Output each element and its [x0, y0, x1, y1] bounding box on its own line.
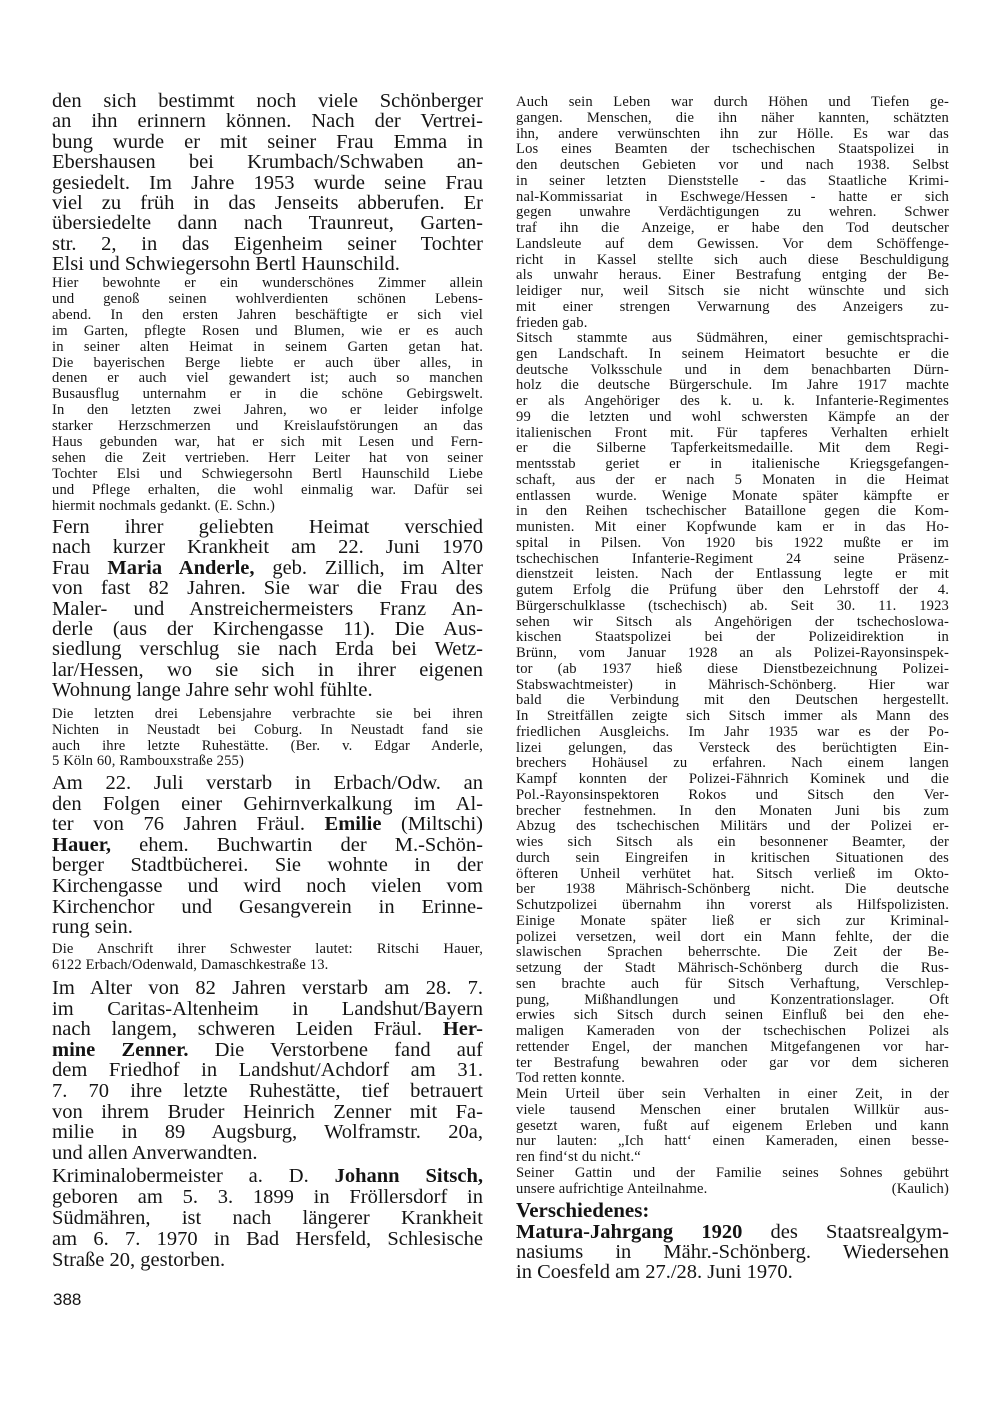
text-line: als unwahr heraus. Einer Bestrafung entging der Be- — [516, 267, 949, 284]
text-line: bung wurde er mit seiner Frau Emma in — [52, 130, 483, 153]
paragraph-obituary-leiter — [52, 91, 483, 275]
paragraph-obituary-zenner — [52, 978, 483, 1163]
text-line: hiermit nochmals gedankt. (E. Schn.) — [52, 497, 276, 514]
text-line: sen brachte auch für Sitsch Verhaftung, Verschlep- — [516, 975, 949, 992]
text-line — [52, 1040, 483, 1061]
text-line: ter Bestrafung bewahren oder gar vor dem sicheren — [516, 1054, 949, 1071]
text-line: Mein Urteil über sein Verhalten in einer Zeit, in der — [516, 1086, 949, 1102]
paragraph-sitsch-text-1 — [516, 95, 949, 331]
text-line: Kampf konnten der Polizei-Fähnrich Kominek und die — [516, 771, 949, 787]
text-line: Einige Monate später ließ er sich zur Kriminal- — [516, 912, 949, 929]
text-line: den deutschen Gebieten vor und nach 1938. Selbst — [516, 157, 949, 173]
text-line: lizei gelungen, das Versteck des berüchtigten Ein- — [516, 739, 949, 756]
text-segment: (Miltschi) — [381, 813, 483, 836]
text-line: ber 1938 Mährisch-Schönberg nicht. Die deutsche — [516, 881, 949, 898]
text-line: sehen die Zeit vertrieben. Herr Leiter hat von seiner — [52, 449, 483, 466]
text-line: derle (aus der Kirchengasse 11). Die Aus- — [52, 618, 483, 641]
text-line: In den letzten zwei Jahren, wo er leider infolge — [52, 402, 483, 419]
text-line: mit einer strengen Verwarnung des Anzeigers zu- — [516, 298, 949, 315]
paragraph-notice-matura — [516, 1222, 949, 1283]
text-line: erwies sich Sitsch durch seinen Einfluß bei den ehe- — [516, 1007, 949, 1024]
text-line: den Folgen einer Gehirnverkalkung im Al- — [52, 792, 483, 815]
text-line: Im Alter von 82 Jahren verstarb am 28. 7. — [52, 977, 483, 999]
text-line: In Streitfällen zeigte sich Sitsch immer als Mann des — [516, 708, 949, 724]
bold-name: Matura-Jahrgang 1920 — [516, 1221, 743, 1243]
text-line: öfteren Unheil verhütet hat. Sitsch verließ im Okto- — [516, 865, 949, 882]
text-line: Bürgerschulklasse (tschechisch) ab. Seit 30. 11. 1923 — [516, 597, 949, 614]
paragraph-note-leiter — [52, 276, 483, 515]
text-line: Los eines Beamten der tschechischen Staatspolizei in — [516, 141, 949, 158]
text-line: gesiedelt. Im Jahre 1953 wurde seine Frau — [52, 171, 483, 194]
text-line: deutsche Volksschule und in dem benachbarten Dürn- — [516, 361, 949, 378]
text-line: 5 Köln 60, Rambouxstraße 255) — [52, 753, 245, 770]
text-line: Ebershausen bei Krumbach/Schwaben an- — [52, 151, 483, 174]
text-line: munisten. Mit einer Kopfwunde kam er in das Ho- — [516, 519, 949, 535]
text-line: dem Friedhof in Landshut/Achdorf am 31. — [52, 1059, 483, 1082]
text-line: Busausflug unternahm er in die schöne Gebirgswelt. — [52, 386, 483, 403]
text-line: nasiums in Mähr.-Schönberg. Wiedersehen — [516, 1241, 949, 1264]
text-segment: des Staatsrealgym- — [742, 1221, 949, 1243]
text-line: Haus gebunden war, hat er sich mit Lesen und Fern- — [52, 434, 483, 451]
text-line: Landsleute auf dem Gewissen. Vor dem Schöffenge- — [516, 235, 949, 252]
text-line — [52, 1166, 483, 1187]
text-line: Wohnung lange Jahre sehr wohl fühlte. — [52, 679, 373, 702]
section-heading-verschiedenes: Verschiedenes: — [516, 1198, 650, 1222]
text-line: slawischen Sprachen beherrschte. Die Zeit der Be- — [516, 944, 949, 961]
text-line: Tochter Elsi und Schwiegersohn Bertl Haunschild Liebe — [52, 465, 483, 482]
text-line — [52, 835, 483, 856]
paragraph-note-hauer — [52, 941, 483, 973]
text-line: frieden gab. — [516, 314, 588, 331]
text-line: viele tausend Menschen einer brutalen Willkür aus- — [516, 1101, 949, 1118]
text-line: traf ihn die Anzeige, er habe den Tod deutscher — [516, 220, 949, 236]
paragraph-obituary-sitsch — [52, 1166, 483, 1271]
text-line: 6122 Erbach/Odenwald, Damaschkestraße 13. — [52, 957, 329, 973]
text-line: an ihn erinnern können. Nach der Vertrei- — [52, 110, 483, 133]
text-line: Die letzten drei Lebensjahre verbrachte sie bei ihren — [52, 706, 483, 722]
text-line: Auch sein Leben war durch Höhen und Tiefen ge- — [516, 94, 949, 110]
paragraph-sitsch-judgement — [516, 1087, 949, 1166]
text-line: gutem Erfolg die Prüfung über den Lehrstoff der 4. — [516, 582, 949, 598]
text-line: brecher festnehmen. In den Monaten Juni bis zum — [516, 802, 949, 819]
text-line: bald die Verbindung mit den Deutschen hergestellt. — [516, 692, 949, 709]
text-segment: geb. Zillich, im Alter — [254, 556, 483, 579]
text-line: mentsstab geriet er in italienische Kriegsgefangen- — [516, 456, 949, 472]
bold-name: Maria Anderle, — [107, 556, 255, 579]
text-line: Am 22. Juli verstarb in Erbach/Odw. an — [52, 772, 483, 794]
text-line: italienischen Front mit. Für tapferes Verhalten erhielt — [516, 424, 949, 441]
text-line: Maler- und Anstreichermeisters Franz An- — [52, 597, 483, 620]
text-line — [52, 814, 483, 835]
text-line: setzung der Stadt Mährisch-Schönberg durch die Rus- — [516, 960, 949, 976]
text-line: den sich bestimmt noch viele Schönberger — [52, 90, 483, 112]
text-line: in Coesfeld am 27./28. Juni 1970. — [516, 1261, 793, 1284]
text-line: gen Landschaft. In seinem Heimatort besuchte er die — [516, 345, 949, 362]
text-line: Brünn, vom Januar 1928 an als Polizei-Rayonsinspek- — [516, 645, 949, 661]
text-line: tschechischen Infanterie-Regiment 24 seine Präsenz- — [516, 550, 949, 567]
text-line: im Caritas-Altenheim in Landshut/Bayern — [52, 997, 483, 1020]
paragraph-note-anderle — [52, 707, 483, 770]
bold-name: Johann Sitsch, — [334, 1165, 483, 1187]
text-line: übersiedelte dann nach Traunreut, Garten- — [52, 212, 483, 235]
text-segment: Frau — [52, 556, 108, 579]
text-line: leidiger nur, weil Sitsch sie nicht wünschte und sich — [516, 283, 949, 299]
text-line: sehen wir Sitsch als Angehörigen der tschechoslowa- — [516, 613, 949, 630]
text-line: gangen. Menschen, die ihn näher kannten, schätzten — [516, 109, 949, 126]
text-line: auch ihre letzte Ruhestätte. (Ber. v. Edgar Anderle, — [52, 737, 483, 754]
text-line: 7. 70 ihre letzte Ruhestätte, tief betrauert — [52, 1079, 483, 1102]
author-signature: (Kaulich) — [891, 1180, 949, 1197]
text-line: Sitsch stammte aus Südmähren, einer gemischtsprachi- — [516, 330, 949, 346]
text-line: Elsi und Schwiegersohn Bertl Haunschild. — [52, 253, 400, 276]
text-line: im Garten, pflegte Rosen und Blumen, wie er es auch — [52, 322, 483, 339]
text-segment: ehem. Buchwartin der M.-Schön- — [111, 833, 483, 856]
text-line: dienstzeit leisten. Nach der Entlassung legte er mit — [516, 566, 949, 583]
text-line: str. 2, in das Eigenheim seiner Tochter — [52, 232, 483, 255]
text-line: schaft, aus der er nach 5 Monaten in die Heimat — [516, 471, 949, 488]
text-line: Tod retten konnte. — [516, 1070, 626, 1087]
text-segment: Kriminalobermeister a. D. — [52, 1165, 335, 1187]
text-line: Kirchenchor und Gesangverein in Erinne- — [52, 895, 483, 918]
text-line: Stabswachtmeister) in Mährisch-Schönberg. Hier war — [516, 676, 949, 693]
text-line — [516, 1182, 949, 1198]
text-line: Straße 20, gestorben. — [52, 1249, 226, 1271]
text-line: Hier bewohnte er ein wunderschönes Zimmer allein — [52, 275, 483, 291]
text-line: pung, Mißhandlungen und Konzentrationslager. Oft — [516, 991, 949, 1008]
text-line: tor (ab 1937 hieß diese Dienstbezeichnung Polizei- — [516, 660, 949, 677]
text-line: und allen Anverwandten. — [52, 1141, 258, 1164]
text-line: rettender Engel, der manchen Mitgefangenen vor har- — [516, 1038, 949, 1055]
text-line: nal-Kommissariat in Eschwege/Hessen - hatte er sich — [516, 188, 949, 205]
text-line: spital in Pilsen. Von 1920 bis 1922 mußte er im — [516, 534, 949, 551]
text-line: Die bayerischen Berge liebte er auch über alles, in — [52, 354, 483, 371]
text-segment: Die Verstorbene fand auf — [188, 1038, 483, 1061]
text-line: brechers Hohäusel zu erfahren. Nach einem langen — [516, 755, 949, 772]
paragraph-sitsch-text-2 — [516, 331, 949, 1087]
text-line: nach kurzer Krankheit am 22. Juni 1970 — [52, 536, 483, 559]
text-line: Die Anschrift ihrer Schwester lautet: Ritschi Hauer, — [52, 941, 483, 957]
text-line: friedlichen Ausgleichs. Im Jahr 1935 war es der Po- — [516, 723, 949, 740]
text-line: und genoß seinen wohlverdienten schönen Lebens- — [52, 290, 483, 307]
text-line: siedlung verschlug sie nach Erda bei Wetz- — [52, 638, 483, 661]
text-line: berger Stadtbücherei. Sie wohnte in der — [52, 854, 483, 877]
text-line: richt in Kassel stellte sich auch diese Beschuldigung — [516, 251, 949, 268]
paragraph-obituary-hauer — [52, 773, 483, 938]
text-line: polizei versetzen, weil dort ein Mann fehlte, der die — [516, 928, 949, 945]
text-line: am 6. 7. 1970 in Bad Hersfeld, Schlesische — [52, 1228, 483, 1250]
text-line: 99 die letzten und wohl schwersten Kämpfe an der — [516, 408, 949, 425]
text-line: rung sein. — [52, 916, 133, 939]
text-line: Fern ihrer geliebten Heimat verschied — [52, 516, 483, 538]
text-line: Kirchengasse und wird noch vielen vom — [52, 874, 483, 897]
text-line: in seiner alten Heimat in seinem Garten getan hat. — [52, 338, 483, 355]
text-line: gesetzt waren, fußt auf eigenem Erleben und kann — [516, 1117, 949, 1134]
text-line — [52, 558, 483, 578]
text-line: Abzug des tschechischen Militärs und der Polizei er- — [516, 818, 949, 835]
paragraph-obituary-anderle — [52, 517, 483, 701]
bold-name: Hauer, — [52, 833, 112, 856]
text-line: Schutzpolizei übernahm ihn vorerst als Hilfspolizisten. — [516, 897, 949, 913]
page-number: 388 — [53, 1290, 82, 1309]
text-line: Seiner Gattin und der Familie seines Sohnes gebührt — [516, 1165, 949, 1181]
bold-name: Her- — [442, 1018, 483, 1041]
text-line: gegen unwahre Verdächtigungen zu wehren. Schwer — [516, 204, 949, 221]
text-segment: nach langem, schweren Leiden Fräul. — [52, 1018, 443, 1041]
paragraph-sitsch-condolence — [516, 1166, 949, 1198]
bold-name: Emilie — [324, 813, 382, 836]
text-line: durch sein Eingreifen in kritischen Situationen des — [516, 849, 949, 866]
text-line: er als Angehöriger des k. u. k. Infanterie-Regimentes — [516, 393, 949, 409]
text-line: geboren am 5. 3. 1899 in Fröllersdorf in — [52, 1186, 483, 1208]
text-line: von ihrem Bruder Heinrich Zenner mit Fa- — [52, 1100, 483, 1123]
text-line — [52, 1019, 483, 1040]
text-line: milie in 89 Augsburg, Wolframstr. 20a, — [52, 1121, 483, 1144]
text-line: in den Reihen tschechischer Bataillone gegen die Kom- — [516, 503, 949, 520]
text-line: und Pflege erhalten, die wohl einmalig war. Dafür sei — [52, 481, 483, 498]
text-line: starker Herzschmerzen und Kreislaufstörungen an das — [52, 418, 483, 435]
text-segment: unsere aufrichtige Anteilnahme. — [516, 1180, 708, 1197]
text-line: ihn, andere verwünschten ihn zur Hölle. Es war das — [516, 125, 949, 142]
text-segment: ter von 76 Jahren Fräul. — [52, 813, 325, 836]
text-line — [516, 1222, 949, 1242]
text-line: wies sich Sitsch als ein besonnener Beamter, der — [516, 834, 949, 850]
text-line: kischen Staatspolizei bei der Polizeidirektion in — [516, 629, 949, 646]
text-line: holz die deutsche Bürgerschule. Im Jahre 1917 machte — [516, 377, 949, 394]
text-line: nur lauten: „Ich hatt‘ einen Kameraden, einen besse- — [516, 1133, 949, 1150]
text-line: ren find‘st du nicht.“ — [516, 1149, 641, 1165]
text-line: Südmähren, ist nach längerer Krankheit — [52, 1207, 483, 1229]
bold-name: mine Zenner. — [52, 1038, 189, 1061]
text-line: Nichten in Neustadt bei Coburg. In Neustadt fand sie — [52, 721, 483, 738]
text-line: Pol.-Rayonsinspektoren Rokos und Sitsch den Ver- — [516, 786, 949, 803]
text-line: lar/Hessen, wo sie sich in ihrer eigenen — [52, 658, 483, 681]
text-line: denen er auch viel gewandert ist; auch so manchen — [52, 370, 483, 387]
text-line: abend. In den ersten Jahren beschäftigte er sich viel — [52, 306, 483, 323]
text-line: er die Silberne Tapferkeitsmedaille. Mit dem Regi- — [516, 440, 949, 457]
text-line: von fast 82 Jahren. Sie war die Frau des — [52, 577, 483, 600]
text-line: in seiner letzten Dienststelle - das Staatliche Krimi- — [516, 172, 949, 189]
text-line: entlassen wurde. Wenige Monate später kämpfte er — [516, 487, 949, 504]
text-line: viel zu früh in das Jenseits abberufen. Er — [52, 192, 483, 215]
text-line: maligen Kameraden von der tschechischen Polizei als — [516, 1023, 949, 1039]
